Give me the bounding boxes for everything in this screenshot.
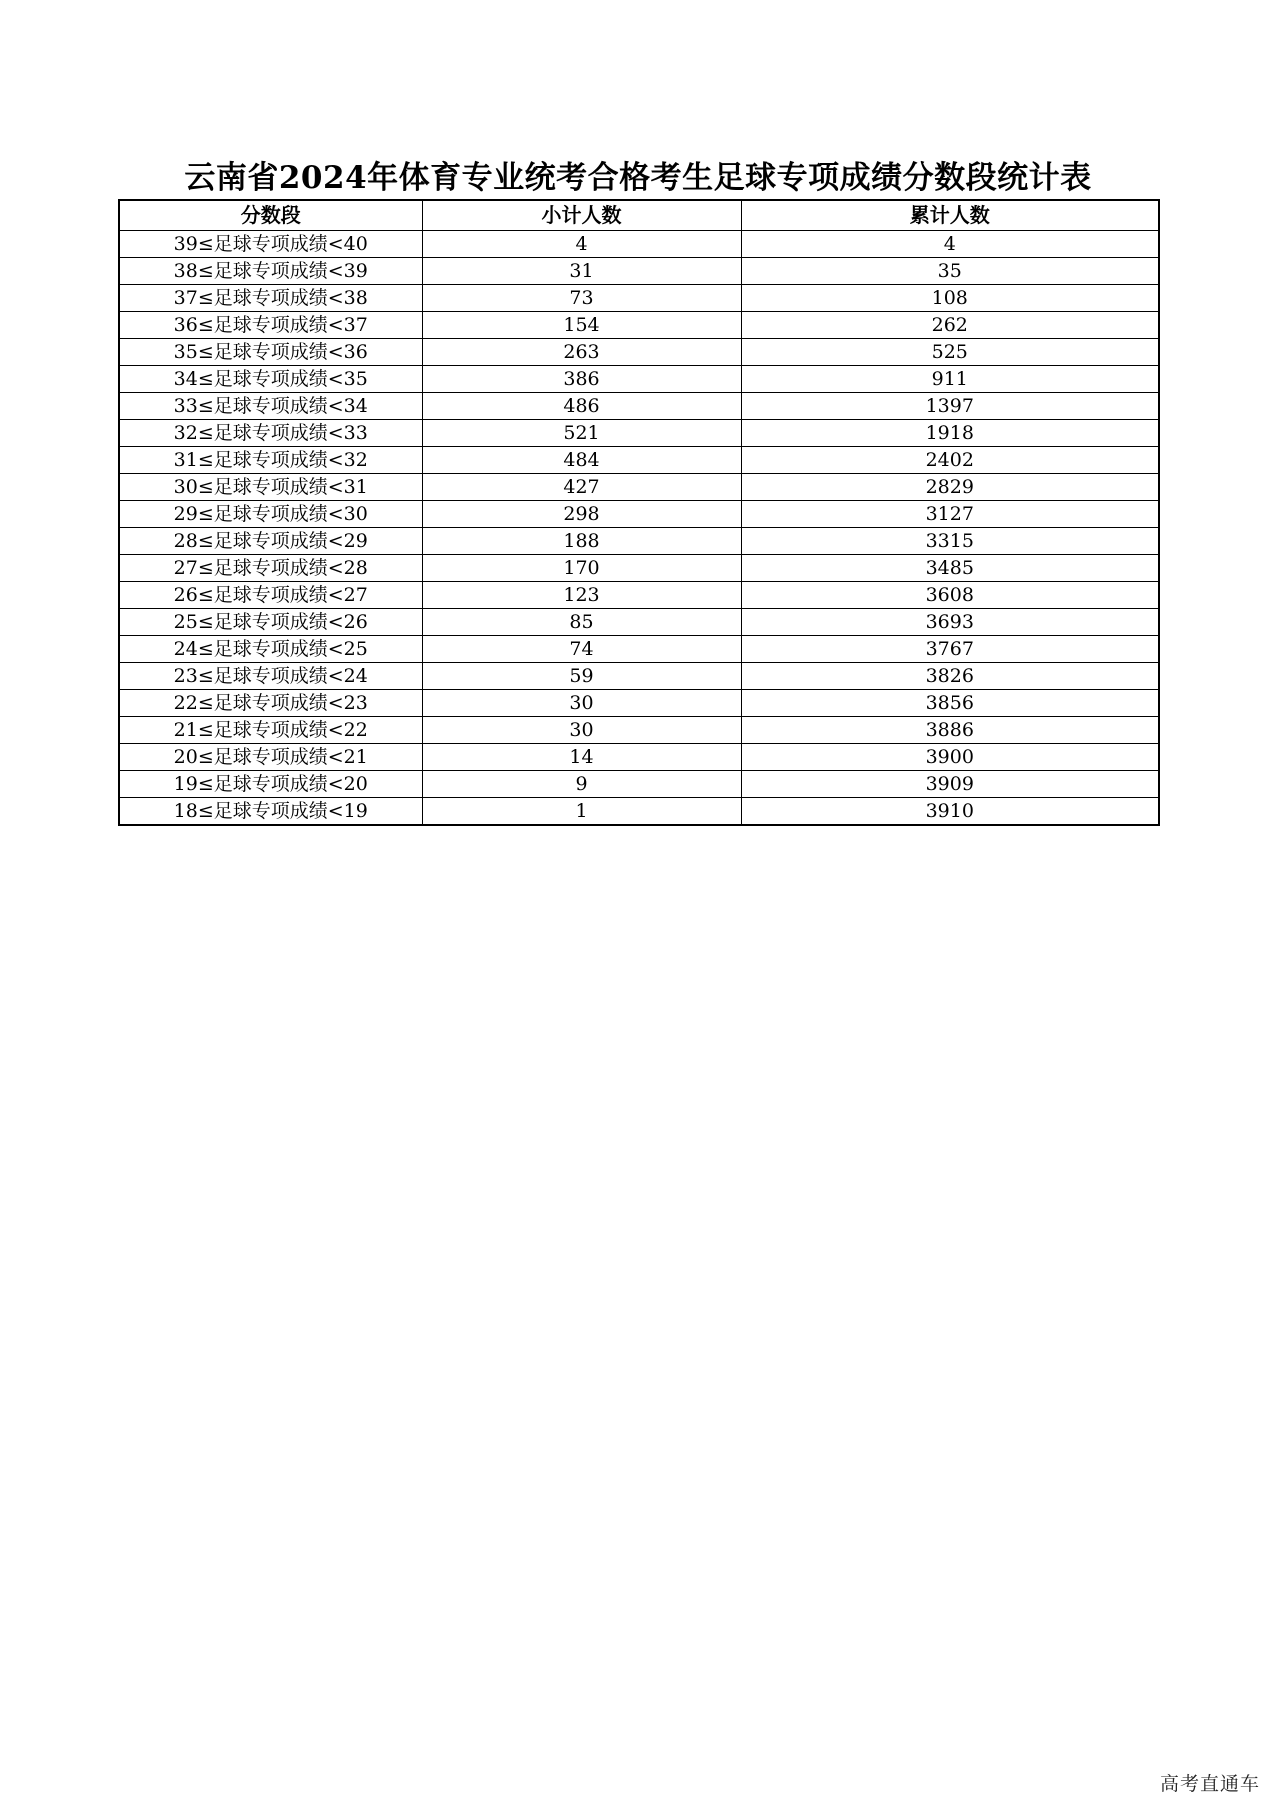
table-row [119,501,1159,528]
subtotal-cell: 386 [422,366,741,393]
table-row [119,771,1159,798]
cumulative-cell: 3910 [741,798,1159,826]
cumulative-cell: 911 [741,366,1159,393]
cumulative-cell: 108 [741,285,1159,312]
cumulative-cell: 4 [741,231,1159,258]
score-range-cell: 19≤足球专项成绩<20 [119,771,422,798]
table-body [119,231,1159,826]
table-row [119,717,1159,744]
table-row [119,744,1159,771]
subtotal-cell: 298 [422,501,741,528]
table-row [119,636,1159,663]
subtotal-cell: 123 [422,582,741,609]
subtotal-cell: 521 [422,420,741,447]
score-range-cell: 34≤足球专项成绩<35 [119,366,422,393]
table-row [119,582,1159,609]
score-distribution-table [118,199,1160,826]
cumulative-cell: 1918 [741,420,1159,447]
score-range-cell: 28≤足球专项成绩<29 [119,528,422,555]
subtotal-cell: 73 [422,285,741,312]
score-range-cell: 20≤足球专项成绩<21 [119,744,422,771]
score-range-cell: 23≤足球专项成绩<24 [119,663,422,690]
subtotal-cell: 154 [422,312,741,339]
subtotal-cell: 59 [422,663,741,690]
score-range-cell: 18≤足球专项成绩<19 [119,798,422,826]
table-row [119,285,1159,312]
cumulative-cell: 3608 [741,582,1159,609]
cumulative-cell: 262 [741,312,1159,339]
subtotal-cell: 85 [422,609,741,636]
table-row [119,231,1159,258]
subtotal-cell: 486 [422,393,741,420]
cumulative-cell: 3485 [741,555,1159,582]
cumulative-cell: 3693 [741,609,1159,636]
score-range-cell: 30≤足球专项成绩<31 [119,474,422,501]
table-row [119,420,1159,447]
header-score-range: 分数段 [119,200,422,231]
score-range-cell: 29≤足球专项成绩<30 [119,501,422,528]
subtotal-cell: 30 [422,717,741,744]
subtotal-cell: 484 [422,447,741,474]
subtotal-cell: 188 [422,528,741,555]
subtotal-cell: 30 [422,690,741,717]
subtotal-cell: 263 [422,339,741,366]
header-subtotal: 小计人数 [422,200,741,231]
cumulative-cell: 3856 [741,690,1159,717]
table-row [119,555,1159,582]
score-range-cell: 31≤足球专项成绩<32 [119,447,422,474]
cumulative-cell: 35 [741,258,1159,285]
score-range-cell: 21≤足球专项成绩<22 [119,717,422,744]
table-row [119,339,1159,366]
score-range-cell: 39≤足球专项成绩<40 [119,231,422,258]
cumulative-cell: 2402 [741,447,1159,474]
score-range-cell: 27≤足球专项成绩<28 [119,555,422,582]
score-range-cell: 26≤足球专项成绩<27 [119,582,422,609]
score-range-cell: 38≤足球专项成绩<39 [119,258,422,285]
cumulative-cell: 3900 [741,744,1159,771]
table-row [119,528,1159,555]
table-row [119,474,1159,501]
cumulative-cell: 525 [741,339,1159,366]
cumulative-cell: 3886 [741,717,1159,744]
cumulative-cell: 3767 [741,636,1159,663]
subtotal-cell: 31 [422,258,741,285]
table-row [119,258,1159,285]
page-title: 云南省2024年体育专业统考合格考生足球专项成绩分数段统计表 [184,160,1092,196]
subtotal-cell: 4 [422,231,741,258]
score-range-cell: 22≤足球专项成绩<23 [119,690,422,717]
table-row [119,447,1159,474]
subtotal-cell: 427 [422,474,741,501]
score-range-cell: 37≤足球专项成绩<38 [119,285,422,312]
header-cumulative: 累计人数 [741,200,1159,231]
table-row [119,798,1159,826]
subtotal-cell: 74 [422,636,741,663]
cumulative-cell: 3826 [741,663,1159,690]
score-range-cell: 36≤足球专项成绩<37 [119,312,422,339]
subtotal-cell: 170 [422,555,741,582]
subtotal-cell: 1 [422,798,741,826]
cumulative-cell: 3909 [741,771,1159,798]
table-row [119,366,1159,393]
cumulative-cell: 2829 [741,474,1159,501]
cumulative-cell: 3127 [741,501,1159,528]
score-range-cell: 33≤足球专项成绩<34 [119,393,422,420]
score-range-cell: 32≤足球专项成绩<33 [119,420,422,447]
score-range-cell: 24≤足球专项成绩<25 [119,636,422,663]
score-range-cell: 25≤足球专项成绩<26 [119,609,422,636]
table-row [119,312,1159,339]
cumulative-cell: 1397 [741,393,1159,420]
table-row [119,609,1159,636]
table-row [119,690,1159,717]
subtotal-cell: 14 [422,744,741,771]
table-row [119,663,1159,690]
table-header-row [119,200,1159,231]
cumulative-cell: 3315 [741,528,1159,555]
table-row [119,393,1159,420]
score-range-cell: 35≤足球专项成绩<36 [119,339,422,366]
watermark: 高考直通车 [1159,1773,1260,1795]
subtotal-cell: 9 [422,771,741,798]
